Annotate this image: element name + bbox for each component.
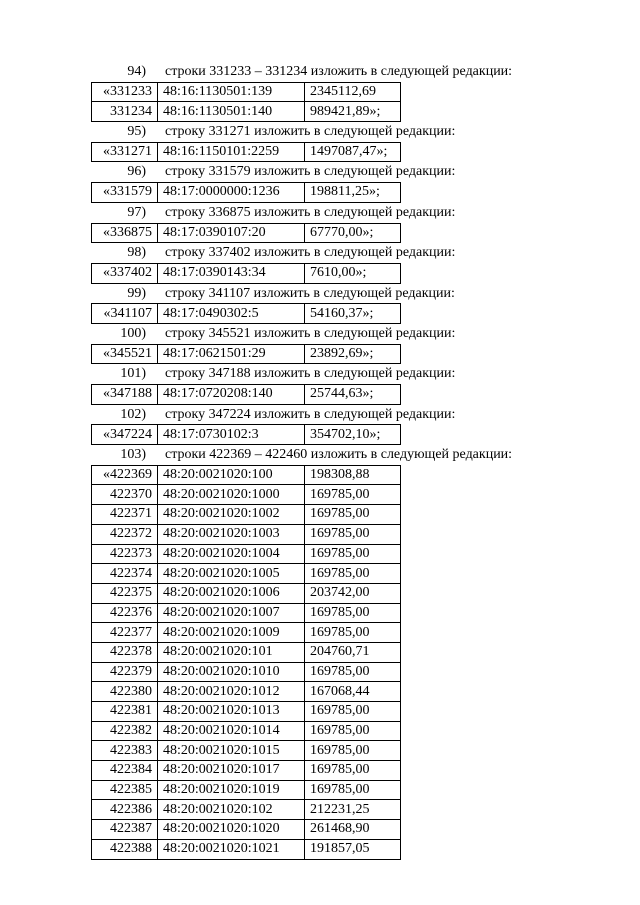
row-number-cell: 422387 xyxy=(92,820,158,840)
cadastral-number-cell: 48:17:0720208:140 xyxy=(158,385,305,405)
cadastral-number-cell: 48:20:0021020:1020 xyxy=(158,820,305,840)
row-number-cell: «331579 xyxy=(92,183,158,203)
cadastral-number-cell: 48:20:0021020:1015 xyxy=(158,741,305,761)
paragraph-text: строку 347224 изложить в следующей редакции: xyxy=(165,406,456,422)
amendment-paragraph xyxy=(0,364,640,384)
row-number-cell: 422371 xyxy=(92,505,158,525)
value-cell: 23892,69»; xyxy=(305,344,401,364)
cadastral-number-cell: 48:17:0390107:20 xyxy=(158,223,305,243)
value-cell: 67770,00»; xyxy=(305,223,401,243)
row-number-cell: 422379 xyxy=(92,662,158,682)
value-cell: 169785,00 xyxy=(305,761,401,781)
paragraph-number: 101) xyxy=(120,366,146,382)
cadastral-number-cell: 48:20:0021020:100 xyxy=(158,465,305,485)
table-row xyxy=(92,465,401,485)
cadastral-number-cell: 48:20:0021020:1012 xyxy=(158,682,305,702)
cadastral-number-cell: 48:20:0021020:102 xyxy=(158,800,305,820)
value-cell: 169785,00 xyxy=(305,603,401,623)
amendment-table xyxy=(91,223,401,244)
row-number-cell: 422372 xyxy=(92,524,158,544)
value-cell: 54160,37»; xyxy=(305,304,401,324)
paragraph-number: 103) xyxy=(120,447,146,463)
amendment-paragraph xyxy=(0,62,640,82)
amendment-paragraph xyxy=(0,324,640,344)
cadastral-number-cell: 48:20:0021020:1009 xyxy=(158,623,305,643)
value-cell: 169785,00 xyxy=(305,741,401,761)
amendment-paragraph xyxy=(0,162,640,182)
amendment-table xyxy=(91,424,401,445)
table-row xyxy=(92,702,401,722)
table-row xyxy=(92,425,401,445)
value-cell: 354702,10»; xyxy=(305,425,401,445)
table-row xyxy=(92,623,401,643)
cadastral-number-cell: 48:20:0021020:1000 xyxy=(158,485,305,505)
cadastral-number-cell: 48:17:0621501:29 xyxy=(158,344,305,364)
paragraph-text: строку 347188 изложить в следующей редакции: xyxy=(165,366,456,382)
table-row xyxy=(92,142,401,162)
paragraph-text: строку 331579 изложить в следующей редакции: xyxy=(165,164,456,180)
value-cell: 7610,00»; xyxy=(305,263,401,283)
table-row xyxy=(92,344,401,364)
row-number-cell: 422370 xyxy=(92,485,158,505)
amendment-table xyxy=(91,142,401,163)
value-cell: 1497087,47»; xyxy=(305,142,401,162)
row-number-cell: «345521 xyxy=(92,344,158,364)
value-cell: 203742,00 xyxy=(305,583,401,603)
row-number-cell: «341107 xyxy=(92,304,158,324)
cadastral-number-cell: 48:20:0021020:1003 xyxy=(158,524,305,544)
value-cell: 261468,90 xyxy=(305,820,401,840)
cadastral-number-cell: 48:20:0021020:101 xyxy=(158,642,305,662)
row-number-cell: 422384 xyxy=(92,761,158,781)
row-number-cell: 422375 xyxy=(92,583,158,603)
table-row xyxy=(92,385,401,405)
table-row xyxy=(92,564,401,584)
table-row xyxy=(92,485,401,505)
paragraph-number: 95) xyxy=(127,124,146,140)
value-cell: 198308,88 xyxy=(305,465,401,485)
cadastral-number-cell: 48:20:0021020:1019 xyxy=(158,780,305,800)
table-row xyxy=(92,524,401,544)
paragraph-text: строки 331233 – 331234 изложить в следующей редакции: xyxy=(165,64,513,79)
value-cell: 25744,63»; xyxy=(305,385,401,405)
table-row xyxy=(92,183,401,203)
paragraph-text: строки 422369 – 422460 изложить в следующей редакции: xyxy=(165,447,513,463)
cadastral-number-cell: 48:20:0021020:1017 xyxy=(158,761,305,781)
row-number-cell: 422376 xyxy=(92,603,158,623)
table-row xyxy=(92,544,401,564)
amendment-table xyxy=(91,263,401,284)
paragraph-text: строку 336875 изложить в следующей редакции: xyxy=(165,204,456,220)
cadastral-number-cell: 48:20:0021020:1005 xyxy=(158,564,305,584)
value-cell: 198811,25»; xyxy=(305,183,401,203)
cadastral-number-cell: 48:20:0021020:1010 xyxy=(158,662,305,682)
cadastral-number-cell: 48:16:1130501:140 xyxy=(158,102,305,122)
paragraph-number: 97) xyxy=(127,204,146,220)
cadastral-number-cell: 48:20:0021020:1021 xyxy=(158,839,305,859)
amendment-table xyxy=(91,82,401,122)
value-cell: 169785,00 xyxy=(305,702,401,722)
amendment-table xyxy=(91,182,401,203)
value-cell: 169785,00 xyxy=(305,485,401,505)
paragraph-number: 100) xyxy=(120,325,146,341)
amendment-table xyxy=(91,465,401,860)
cadastral-number-cell: 48:20:0021020:1004 xyxy=(158,544,305,564)
row-number-cell: 422374 xyxy=(92,564,158,584)
table-row xyxy=(92,761,401,781)
table-row xyxy=(92,583,401,603)
table-row xyxy=(92,263,401,283)
paragraph-text: строку 345521 изложить в следующей редакции: xyxy=(165,325,456,341)
cadastral-number-cell: 48:20:0021020:1007 xyxy=(158,603,305,623)
amendment-paragraph xyxy=(0,122,640,142)
amendment-paragraph xyxy=(0,203,640,223)
value-cell: 191857,05 xyxy=(305,839,401,859)
cadastral-number-cell: 48:20:0021020:1006 xyxy=(158,583,305,603)
row-number-cell: 422373 xyxy=(92,544,158,564)
cadastral-number-cell: 48:17:0000000:1236 xyxy=(158,183,305,203)
row-number-cell: «347188 xyxy=(92,385,158,405)
value-cell: 169785,00 xyxy=(305,544,401,564)
table-row xyxy=(92,304,401,324)
table-row xyxy=(92,682,401,702)
row-number-cell: 422386 xyxy=(92,800,158,820)
amendment-table xyxy=(91,344,401,365)
value-cell: 169785,00 xyxy=(305,505,401,525)
table-row xyxy=(92,839,401,859)
value-cell: 169785,00 xyxy=(305,780,401,800)
table-row xyxy=(92,223,401,243)
value-cell: 989421,89»; xyxy=(305,102,401,122)
cadastral-number-cell: 48:17:0490302:5 xyxy=(158,304,305,324)
row-number-cell: «347224 xyxy=(92,425,158,445)
row-number-cell: «331271 xyxy=(92,142,158,162)
row-number-cell: 331234 xyxy=(92,102,158,122)
table-row xyxy=(92,505,401,525)
value-cell: 169785,00 xyxy=(305,623,401,643)
table-row xyxy=(92,741,401,761)
table-row xyxy=(92,820,401,840)
row-number-cell: 422378 xyxy=(92,642,158,662)
row-number-cell: 422385 xyxy=(92,780,158,800)
amendment-table xyxy=(91,303,401,324)
cadastral-number-cell: 48:16:1130501:139 xyxy=(158,82,305,102)
value-cell: 169785,00 xyxy=(305,721,401,741)
document-page xyxy=(0,62,640,860)
row-number-cell: «337402 xyxy=(92,263,158,283)
value-cell: 169785,00 xyxy=(305,564,401,584)
amendment-paragraph xyxy=(0,243,640,263)
table-row xyxy=(92,642,401,662)
value-cell: 169785,00 xyxy=(305,524,401,544)
value-cell: 169785,00 xyxy=(305,662,401,682)
table-row xyxy=(92,800,401,820)
paragraph-number: 99) xyxy=(127,285,146,301)
table-row xyxy=(92,102,401,122)
row-number-cell: «336875 xyxy=(92,223,158,243)
row-number-cell: 422383 xyxy=(92,741,158,761)
table-row xyxy=(92,721,401,741)
table-row xyxy=(92,82,401,102)
amendment-paragraph xyxy=(0,405,640,425)
value-cell: 212231,25 xyxy=(305,800,401,820)
amendment-paragraph xyxy=(0,445,640,465)
paragraph-text: строку 341107 изложить в следующей редакции: xyxy=(165,285,455,301)
value-cell: 2345112,69 xyxy=(305,82,401,102)
row-number-cell: 422382 xyxy=(92,721,158,741)
amendment-paragraph xyxy=(0,284,640,304)
cadastral-number-cell: 48:20:0021020:1013 xyxy=(158,702,305,722)
paragraph-number: 94) xyxy=(127,64,146,79)
table-row xyxy=(92,780,401,800)
cadastral-number-cell: 48:20:0021020:1002 xyxy=(158,505,305,525)
row-number-cell: 422380 xyxy=(92,682,158,702)
value-cell: 167068,44 xyxy=(305,682,401,702)
paragraph-text: строку 331271 изложить в следующей редакции: xyxy=(165,124,456,140)
cadastral-number-cell: 48:20:0021020:1014 xyxy=(158,721,305,741)
paragraph-text: строку 337402 изложить в следующей редакции: xyxy=(165,245,456,261)
cadastral-number-cell: 48:16:1150101:2259 xyxy=(158,142,305,162)
table-row xyxy=(92,603,401,623)
amendment-table xyxy=(91,384,401,405)
row-number-cell: «422369 xyxy=(92,465,158,485)
value-cell: 204760,71 xyxy=(305,642,401,662)
paragraph-number: 102) xyxy=(120,406,146,422)
paragraph-number: 96) xyxy=(127,164,146,180)
row-number-cell: «331233 xyxy=(92,82,158,102)
cadastral-number-cell: 48:17:0390143:34 xyxy=(158,263,305,283)
row-number-cell: 422377 xyxy=(92,623,158,643)
paragraph-number: 98) xyxy=(127,245,146,261)
cadastral-number-cell: 48:17:0730102:3 xyxy=(158,425,305,445)
table-row xyxy=(92,662,401,682)
row-number-cell: 422388 xyxy=(92,839,158,859)
row-number-cell: 422381 xyxy=(92,702,158,722)
